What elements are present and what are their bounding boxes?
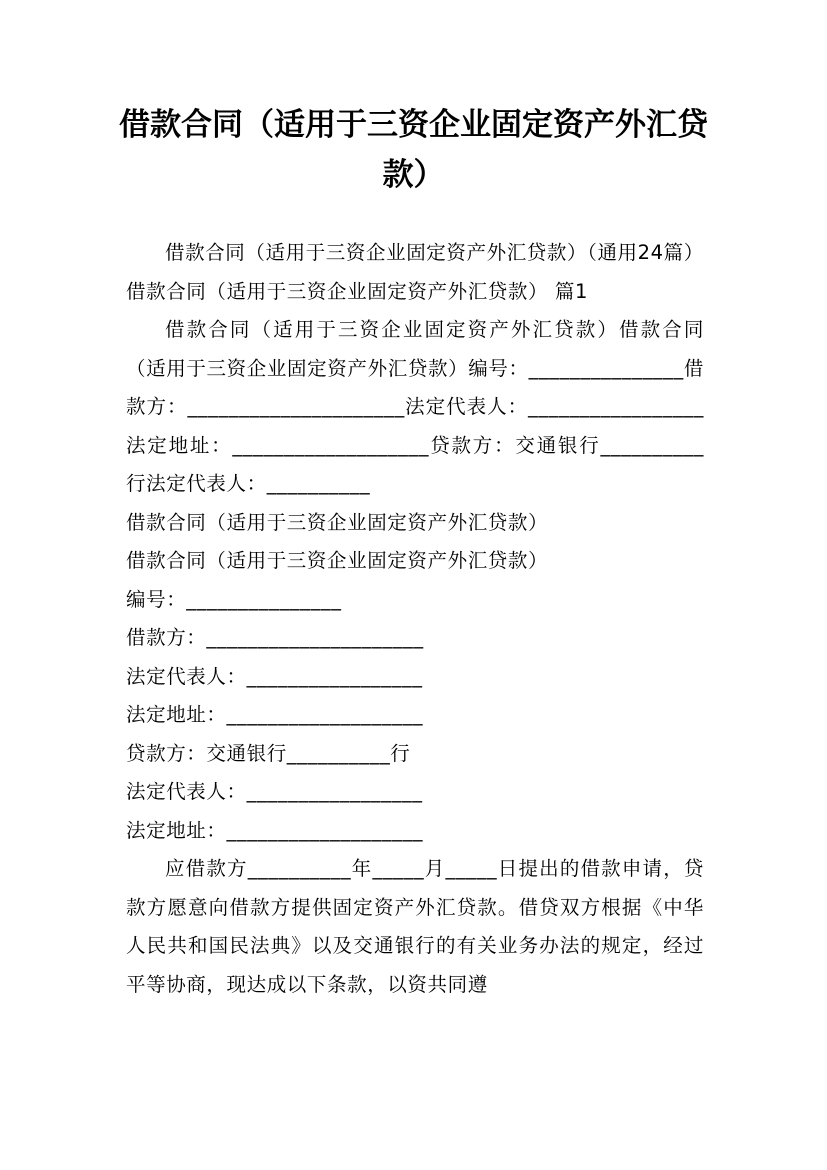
intro-paragraph: 借款合同（适用于三资企业固定资产外汇贷款）（通用24篇） (165, 241, 704, 264)
borrower-address-field: 法定地址：___________________ (126, 703, 424, 726)
document-body (126, 234, 704, 1004)
application-paragraph: 应借款方__________年_____月_____日提出的借款申请，贷款方愿意向借款方提供固定资产外汇贷款。借贷双方根据《中华人民共和国民法典》以及交通银行的有关业务办法的规定，经过平等协商，现达成以下条款，以资共同遵 (126, 857, 704, 996)
contract-number-field: 编号：_______________ (126, 587, 342, 611)
chapter-heading: 借款合同（适用于三资企业固定资产外汇贷款） 篇1 (126, 279, 589, 303)
lender-address-field: 法定地址：___________________ (126, 818, 424, 842)
contract-title-line: 借款合同（适用于三资企业固定资产外汇贷款） (126, 549, 549, 572)
borrower-field: 借款方：_____________________ (126, 626, 424, 649)
lender-field: 贷款方：交通银行__________行 (126, 741, 411, 765)
document-title: 借款合同（适用于三资企业固定资产外汇贷款） (119, 107, 708, 193)
lender-representative-field: 法定代表人：_________________ (126, 780, 423, 803)
summary-paragraph: 借款合同（适用于三资企业固定资产外汇贷款）借款合同（适用于三资企业固定资产外汇贷款）编号：_______________借款方：_____________________法定代表人：_________________法定地址：___________________贷款方：交通银行__________行法定代表人：__________ (126, 318, 704, 495)
borrower-representative-field: 法定代表人：_________________ (126, 664, 423, 688)
contract-title-line: 借款合同（适用于三资企业固定资产外汇贷款） (126, 510, 549, 534)
